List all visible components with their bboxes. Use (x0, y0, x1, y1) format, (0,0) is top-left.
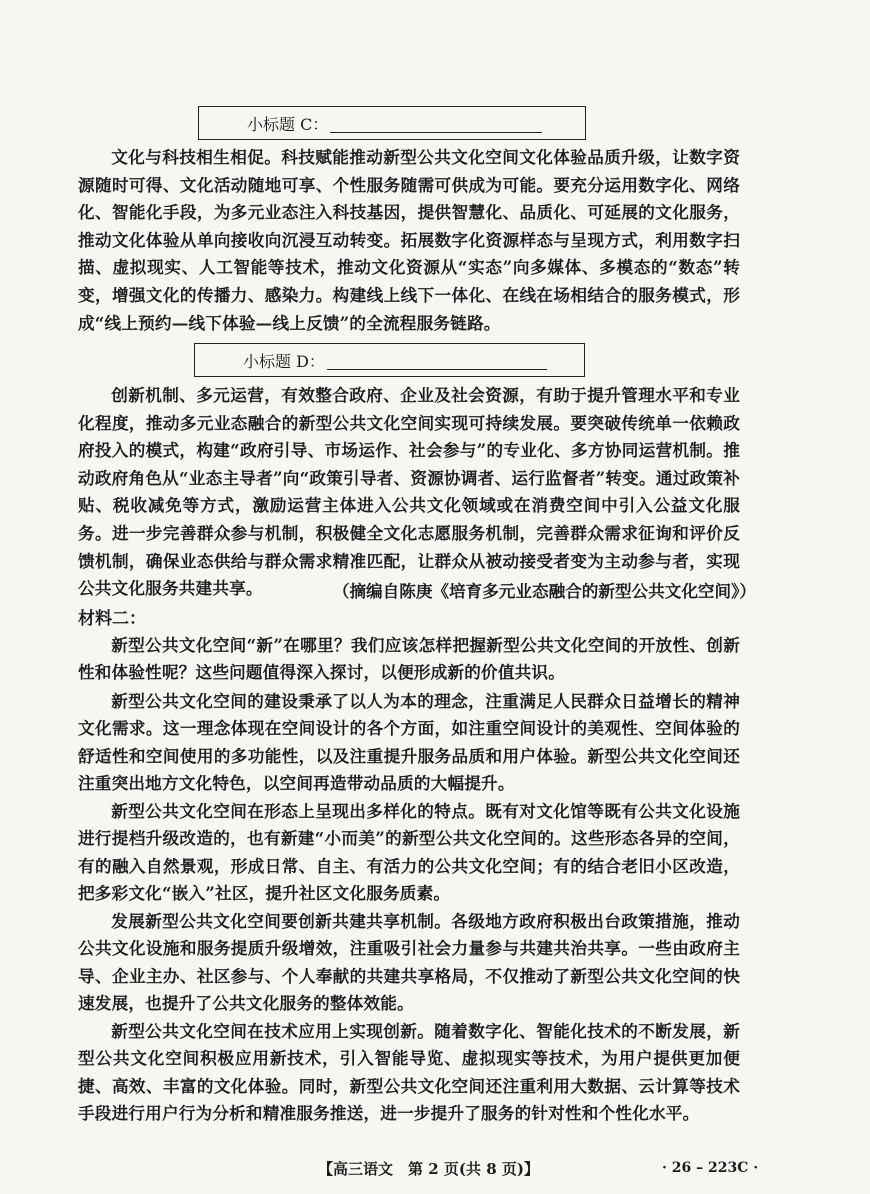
material-two-heading: 材料二： (78, 609, 146, 629)
material-two-paragraph-2: 新型公共文化空间的建设秉承了以人为本的理念，注重满足人民群众日益增长的精神文化需求。这一理念体现在空间设计的各个方面，如注重空间设计的美观性、空间体验的舒适性和空间使用的多功能性，以及注重提升服务品质和用户体验。新型公共文化空间还注重突出地方文化特色，以空间再造带动品质的大幅提升。 (78, 691, 740, 794)
source-citation: （摘编自陈庚《培育多元业态融合的新型公共文化空间》） (332, 581, 756, 601)
subheading-d-box (194, 343, 585, 377)
subheading-d-blank[interactable] (327, 351, 547, 370)
paragraph-d: 创新机制、多元运营，有效整合政府、企业及社会资源，有助于提升管理水平和专业化程度，推动多元业态融合的新型公共文化空间实现可持续发展。要突破传统单一依赖政府投入的模式，构建“政府引导、市场运作、社会参与”的专业化、多方协同运营机制。推动政府角色从“业态主导者”向“政策引导者、资源协调者、运行监督者”转变。通过政策补贴、税收减免等方式，激励运营主体进入公共文化领域或在消费空间中引入公益文化服务。进一步完善群众参与机制，积极健全文化志愿服务机制，完善群众需求征询和评价反馈机制，确保业态供给与群众需求精准匹配，让群众从被动接受者变为主动参与者，实现公共文化服务共建共享。 (78, 385, 740, 599)
subheading-c-box (198, 106, 586, 140)
subheading-d-label: 小标题 D： (243, 351, 325, 371)
footer-exam-code: · 26 – 223C · (662, 1160, 759, 1176)
material-two-paragraph-3: 新型公共文化空间在形态上呈现出多样化的特点。既有对文化馆等既有公共文化设施进行提档升级改造的，也有新建“小而美”的新型公共文化空间的。这些形态各异的空间，有的融入自然景观，形成日常、自主、有活力的公共文化空间；有的结合老旧小区改造，把多彩文化“嵌入”社区，提升社区文化服务质素。 (78, 801, 740, 904)
subheading-c-blank[interactable] (330, 114, 542, 133)
paragraph-c: 文化与科技相生相促。科技赋能推动新型公共文化空间文化体验品质升级，让数字资源随时可得、文化活动随地可享、个性服务随需可供成为可能。要充分运用数字化、网络化、智能化手段，为多元业态注入科技基因，提供智慧化、品质化、可延展的文化服务，推动文化体验从单向接收向沉浸互动转变。拓展数字化资源样态与呈现方式，利用数字扫描、虚拟现实、人工智能等技术，推动文化资源从“实态”向多媒体、多模态的“数态”转变，增强文化的传播力、感染力。构建线上线下一体化、在线在场相结合的服务模式，形成“线上预约—线下体验—线上反馈”的全流程服务链路。 (78, 147, 740, 333)
subheading-c-label: 小标题 C： (247, 114, 329, 134)
material-two-paragraph-5: 新型公共文化空间在技术应用上实现创新。随着数字化、智能化技术的不断发展，新型公共文化空间积极应用新技术，引入智能导览、虚拟现实等技术，为用户提供更加便捷、高效、丰富的文化体验。同时，新型公共文化空间还注重利用大数据、云计算等技术手段进行用户行为分析和精准服务推送，进一步提升了服务的针对性和个性化水平。 (78, 1021, 740, 1124)
material-two-paragraph-4: 发展新型公共文化空间要创新共建共享机制。各级地方政府积极出台政策措施，推动公共文化设施和服务提质升级增效，注重吸引社会力量参与共建共治共享。一些由政府主导、企业主办、社区参与、个人奉献的共建共享格局，不仅推动了新型公共文化空间的快速发展，也提升了公共文化服务的整体效能。 (78, 911, 740, 1014)
footer-page-info: 【高三语文 第 2 页(共 8 页)】 (318, 1160, 539, 1178)
material-two-paragraph-1: 新型公共文化空间“新”在哪里？我们应该怎样把握新型公共文化空间的开放性、创新性和体验性呢？这些问题值得深入探讨，以便形成新的价值共识。 (78, 635, 740, 683)
